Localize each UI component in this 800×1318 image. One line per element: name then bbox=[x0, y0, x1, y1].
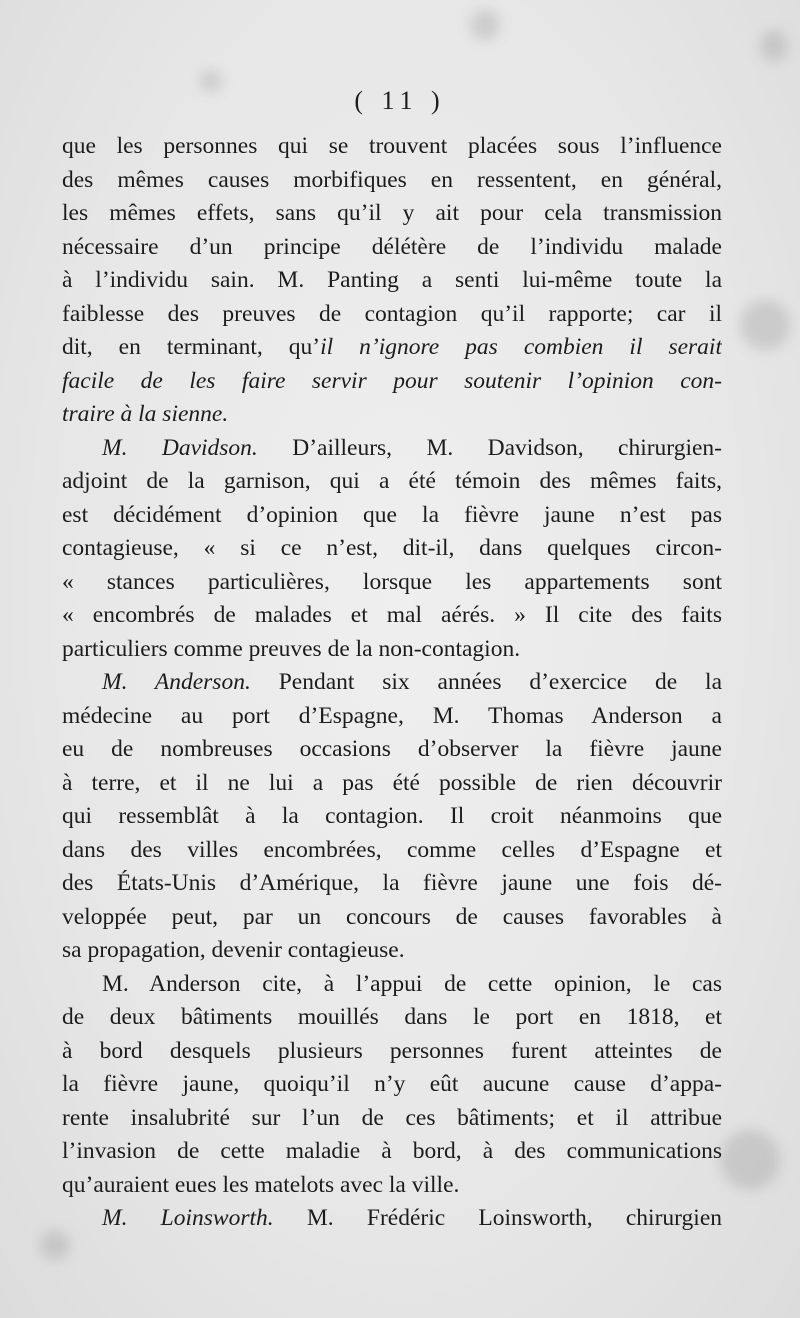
text-run: les mêmes effets, sans qu’il y ait pour cela transmission bbox=[62, 200, 722, 226]
text-run: contagieuse, « si ce n’est, dit-il, dans quelques circon- bbox=[62, 535, 722, 561]
text-line bbox=[62, 1068, 722, 1102]
paper-stain bbox=[720, 1130, 780, 1190]
text-run: eu de nombreuses occasions d’observer la fièvre jaune bbox=[62, 736, 722, 762]
text-run: à bord desquels plusieurs personnes furent atteintes de bbox=[62, 1037, 722, 1064]
text-line bbox=[62, 1202, 722, 1236]
text-line bbox=[62, 566, 722, 600]
text-run: Pendant six années d’exercice de la bbox=[250, 669, 722, 695]
text-run: médecine au port d’Espagne, M. Thomas Anderson a bbox=[62, 702, 722, 729]
text-run: rente insalubrité sur l’un de ces bâtiments; et il attribue bbox=[62, 1104, 722, 1131]
text-run: sa propagation, devenir contagieuse. bbox=[62, 937, 405, 963]
text-run: à terre, et il ne lui a pas été possible de rien découvrir bbox=[62, 769, 722, 796]
text-run: particuliers comme preuves de la non-contagion. bbox=[62, 635, 521, 662]
text-line bbox=[62, 700, 722, 734]
text-line bbox=[62, 968, 722, 1002]
text-line bbox=[62, 532, 722, 566]
text-line bbox=[62, 733, 722, 767]
text-line bbox=[62, 197, 722, 231]
text-line bbox=[62, 398, 722, 432]
text-run: D’ailleurs, M. Davidson, chirurgien- bbox=[257, 434, 722, 461]
text-run: qui ressemblât à la contagion. Il croit néanmoins que bbox=[62, 803, 722, 829]
text-line bbox=[62, 231, 722, 265]
text-line bbox=[62, 800, 722, 834]
text-run: veloppée peut, par un concours de causes favorables à bbox=[62, 903, 722, 930]
text-line bbox=[62, 599, 722, 633]
paper-stain bbox=[470, 10, 500, 40]
text-run: est décidément d’opinion que la fièvre jaune n’est pas bbox=[62, 501, 722, 528]
text-run: « stances particulières, lorsque les appartements sont bbox=[62, 568, 722, 595]
text-run: à l’individu sain. M. Panting a senti lui-même toute la bbox=[62, 267, 722, 293]
text-run: nécessaire d’un principe délétère de l’individu malade bbox=[62, 233, 722, 260]
paper-stain bbox=[740, 300, 790, 350]
text-run: la fièvre jaune, quoiqu’il n’y eût aucune cause d’appa- bbox=[62, 1071, 722, 1097]
text-line bbox=[62, 499, 722, 533]
text-line bbox=[62, 633, 722, 667]
text-line bbox=[62, 465, 722, 499]
text-run: « encombrés de malades et mal aérés. » Il cite des faits bbox=[62, 602, 722, 628]
italic-text: il n’ignore pas combien il serait bbox=[320, 334, 722, 360]
text-run: de deux bâtiments mouillés dans le port en 1818, et bbox=[62, 1004, 722, 1030]
text-line bbox=[62, 1135, 722, 1169]
text-run: faiblesse des preuves de contagion qu’il rapporte; car il bbox=[62, 300, 722, 327]
text-run: des mêmes causes morbifiques en ressentent, en général, bbox=[62, 166, 722, 193]
text-line bbox=[62, 934, 722, 968]
text-line bbox=[62, 666, 722, 700]
italic-text: traire à la sienne. bbox=[62, 401, 229, 427]
text-run: M. Anderson cite, à l’appui de cette opinion, le cas bbox=[102, 970, 722, 997]
text-line bbox=[62, 365, 722, 399]
text-line bbox=[62, 164, 722, 198]
text-run: l’invasion de cette maladie à bord, à des communications bbox=[62, 1138, 722, 1164]
text-line bbox=[62, 834, 722, 868]
text-line bbox=[62, 767, 722, 801]
text-run: des États-Unis d’Amérique, la fièvre jaune une fois dé- bbox=[62, 870, 722, 896]
body-text bbox=[62, 130, 722, 1236]
text-run: adjoint de la garnison, qui a été témoin des mêmes faits, bbox=[62, 468, 722, 494]
text-line bbox=[62, 264, 722, 298]
text-line bbox=[62, 1001, 722, 1035]
text-run: dans des villes encombrées, comme celles d’Espagne et bbox=[62, 836, 722, 863]
italic-text: facile de les faire servir pour soutenir l’opinion con- bbox=[62, 367, 722, 394]
paper-stain bbox=[760, 30, 788, 62]
italic-text: M. Anderson. bbox=[102, 669, 251, 695]
text-run: que les personnes qui se trouvent placées sous l’influence bbox=[62, 133, 722, 159]
italic-text: M. Davidson. bbox=[102, 434, 258, 461]
page-number: ( 11 ) bbox=[354, 86, 446, 115]
italic-text: M. Loinsworth. bbox=[102, 1205, 274, 1231]
text-line bbox=[62, 130, 722, 164]
text-run: M. Frédéric Loinsworth, chirurgien bbox=[273, 1205, 722, 1231]
text-run: qu’auraient eues les matelots avec la ville. bbox=[62, 1171, 460, 1198]
text-line bbox=[62, 867, 722, 901]
text-line bbox=[62, 1102, 722, 1136]
text-line bbox=[62, 298, 722, 332]
text-line bbox=[62, 1035, 722, 1069]
text-line bbox=[62, 901, 722, 935]
text-run: dit, en terminant, qu’ bbox=[62, 334, 321, 360]
text-line bbox=[62, 331, 722, 365]
text-line bbox=[62, 1169, 722, 1203]
text-line bbox=[62, 432, 722, 466]
